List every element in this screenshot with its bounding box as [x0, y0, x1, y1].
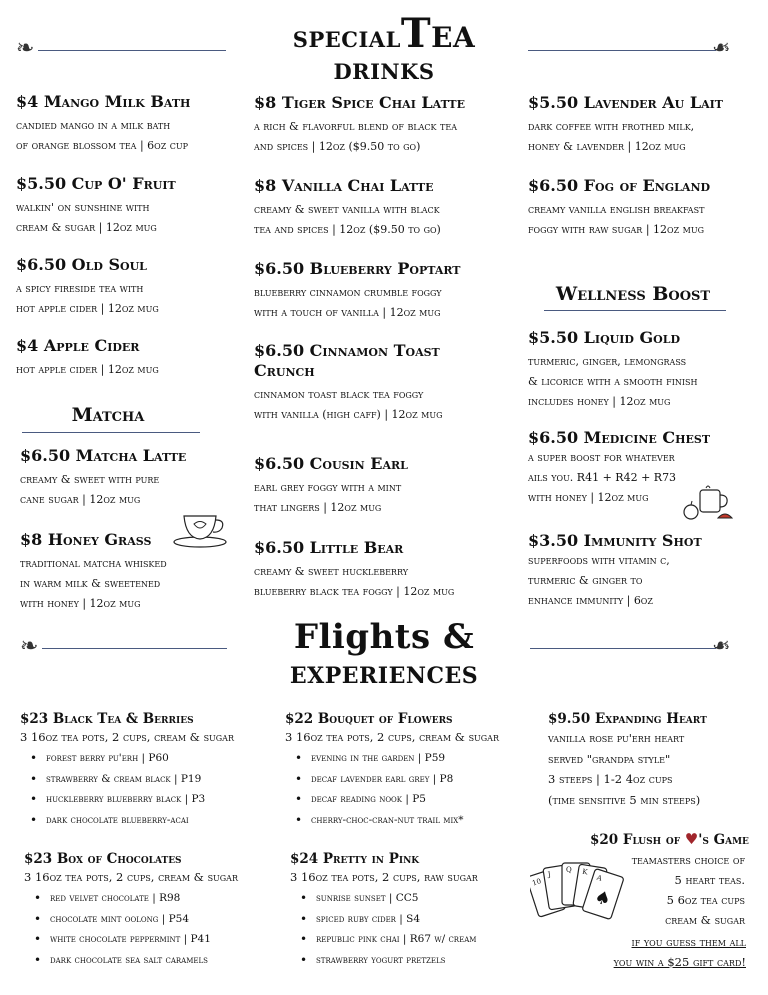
flight-card [24, 850, 284, 970]
menu-item [254, 93, 524, 176]
flights-title-line2: experiences [289, 653, 479, 691]
item-desc: earl grey foggy with a mint [254, 481, 402, 494]
item-name: $8 Tiger Spice Chai Latte [254, 93, 465, 112]
prize-line: if you guess them all [631, 935, 746, 949]
item-desc: candied mango in a milk bath [16, 119, 171, 132]
list-item: • decaf reading nook | P5 [285, 789, 545, 810]
column-1 [16, 92, 241, 380]
item-desc: a super boost for whatever [528, 451, 675, 464]
menu-item [254, 454, 524, 538]
item-desc: and spices | 12oz ($9.50 to go) [254, 140, 421, 153]
flight-line: (time sensitive 5 min steeps) [548, 792, 701, 807]
wellness-section [528, 328, 760, 611]
item-desc: a spicy fireside tea with [16, 282, 144, 295]
game-line: 5 heart teas. [674, 873, 745, 887]
game-line: teamasters choice of [631, 853, 745, 867]
flight-sub: 3 16oz tea pots, 2 cups, cream & sugar [24, 870, 238, 884]
game-title-b: 's Game [698, 832, 749, 848]
menu-item [528, 531, 760, 611]
flight-name: $22 Bouquet of Flowers [285, 711, 453, 727]
section-heading-wellness: Wellness Boost [555, 283, 711, 305]
item-desc: honey & lavender | 12oz mug [528, 140, 686, 153]
flight-name: $9.50 Expanding Heart [548, 711, 707, 727]
item-desc: includes honey | 12oz mug [528, 395, 671, 408]
item-desc: blueberry black tea foggy | 12oz mug [254, 585, 455, 598]
list-item: • republic pink chai | R67 w/ cream [290, 929, 540, 950]
menu-item [16, 92, 241, 174]
page-title [230, 10, 538, 87]
menu-item [528, 328, 760, 428]
item-name: $5.50 Liquid Gold [528, 328, 681, 347]
mug-with-fruit-icon [680, 484, 736, 524]
flight-line: served "grandpa style" [548, 751, 671, 766]
item-desc: dark coffee with frothed milk, [528, 120, 695, 133]
item-desc: tea and spices | 12oz ($9.50 to go) [254, 223, 441, 236]
item-desc: walkin' on sunshine with [16, 201, 150, 214]
item-desc: that lingers | 12oz mug [254, 501, 382, 514]
item-desc: turmeric & ginger to [528, 574, 643, 587]
item-desc: creamy & sweet vanilla with black [254, 203, 440, 216]
heart-icon: ♥ [684, 830, 699, 848]
game-line: cream & sugar [665, 913, 745, 927]
item-desc: foggy with raw sugar | 12oz mug [528, 223, 704, 236]
item-desc: with honey | 12oz mug [528, 491, 649, 504]
flight-line: vanilla rose pu'erh heart [548, 731, 685, 745]
item-desc: hot apple cider | 12oz mug [16, 302, 159, 315]
item-desc: creamy & sweet with pure [20, 473, 160, 486]
item-desc: blueberry cinnamon crumble foggy [254, 286, 442, 299]
item-desc: of orange blossom tea | 6oz cup [16, 139, 189, 152]
item-desc: ails you. R41 + R42 + R73 [528, 471, 677, 484]
divider [38, 50, 226, 51]
divider [544, 310, 726, 311]
flight-name: $24 Pretty in Pink [290, 851, 420, 867]
list-item: • huckleberry blueberry black | P3 [20, 789, 280, 810]
list-item: • evening in the garden | P59 [285, 748, 545, 769]
list-item: • forest berry pu'erh | P60 [20, 748, 280, 769]
item-name: $6.50 Medicine Chest [528, 428, 711, 447]
flight-sub: 3 16oz tea pots, 2 cups, raw sugar [290, 870, 478, 884]
item-desc: with a touch of vanilla | 12oz mug [254, 306, 441, 319]
item-desc: cane sugar | 12oz mug [20, 493, 141, 506]
flights-title-line1: Flights & [293, 617, 475, 657]
flourish-left-icon: ❧ [20, 634, 39, 659]
item-desc: creamy vanilla english breakfast [528, 203, 705, 216]
playing-cards-icon [530, 858, 626, 950]
list-item: • chocolate mint oolong | P54 [24, 909, 284, 930]
list-item: • strawberry yogurt pretzels [290, 950, 540, 971]
menu-item [254, 259, 524, 341]
item-name: $6.50 Fog of England [528, 176, 711, 195]
game-line: 5 6oz tea cups [666, 893, 745, 907]
flight-name: $23 Black Tea & Berries [20, 711, 194, 727]
list-item: • decaf lavender earl grey | P8 [285, 769, 545, 790]
menu-item [254, 176, 524, 259]
item-desc: hot apple cider | 12oz mug [16, 363, 159, 376]
item-name: $5.50 Lavender Au Lait [528, 93, 723, 112]
item-desc: in warm milk & sweetened [20, 577, 161, 590]
list-item: • sunrise sunset | CC5 [290, 888, 540, 909]
item-name: $5.50 Cup O' Fruit [16, 174, 176, 193]
item-name: $4 Mango Milk Bath [16, 92, 191, 111]
item-desc: creamy & sweet huckleberry [254, 565, 409, 578]
item-desc: with honey | 12oz mug [20, 597, 141, 610]
menu-item [528, 93, 760, 176]
item-name: $3.50 Immunity Shot [528, 531, 702, 550]
card-label: 10 [531, 877, 543, 888]
list-item: • cherry-choc-cran-nut trail mix* [285, 810, 545, 831]
item-name: $6.50 Little Bear [254, 538, 404, 557]
game-title-a: $20 Flush of [590, 832, 685, 848]
list-item: • dark chocolate sea salt caramels [24, 950, 284, 971]
flourish-right-icon: ❧ [712, 634, 731, 659]
game-title [590, 830, 749, 849]
menu-item [16, 174, 241, 255]
flights-title [230, 617, 538, 691]
item-name: $8 Vanilla Chai Latte [254, 176, 434, 195]
teacup-icon [172, 508, 228, 548]
item-desc: superfoods with vitamin c, [528, 554, 670, 567]
card-label: Q [566, 866, 572, 874]
item-name: $6.50 Matcha Latte [20, 446, 187, 465]
item-name: $6.50 Cinnamon Toast [254, 341, 440, 360]
item-desc: a rich & flavorful blend of black tea [254, 120, 457, 133]
flight-card [20, 710, 280, 830]
title-drinks: drinks [333, 52, 435, 87]
spade-icon: ♠ [591, 886, 614, 912]
item-desc: cream & sugar | 12oz mug [16, 221, 157, 234]
item-desc: traditional matcha whisked [20, 557, 167, 570]
item-name: $8 Honey Grass [20, 530, 152, 549]
list-item: • dark chocolate blueberry-acai [20, 810, 280, 831]
card-label: A [595, 873, 603, 883]
list-item: • red velvet chocolate | R98 [24, 888, 284, 909]
flight-sub: 3 16oz tea pots, 2 cups, cream & sugar [285, 730, 499, 744]
item-desc: & licorice with a smooth finish [528, 375, 698, 388]
item-desc: with vanilla (high caff) | 12oz mug [254, 408, 443, 421]
divider [42, 648, 227, 649]
item-name: Crunch [254, 361, 315, 380]
list-item: • white chocolate peppermint | P41 [24, 929, 284, 950]
menu-item [528, 176, 760, 240]
flight-card [285, 710, 545, 830]
item-name: $6.50 Blueberry Poptart [254, 259, 461, 278]
item-desc: cinnamon toast black tea foggy [254, 388, 424, 401]
list-item: • spiced ruby cider | S4 [290, 909, 540, 930]
divider [530, 648, 716, 649]
flourish-left-icon: ❧ [16, 36, 35, 61]
flourish-right-icon: ❧ [712, 36, 731, 61]
column-3 [528, 93, 760, 240]
menu-item [16, 255, 241, 336]
flight-line: 3 steeps | 1-2 4oz cups [548, 772, 673, 786]
divider [528, 50, 716, 51]
item-name: $4 Apple Cider [16, 336, 140, 355]
title-special: special [292, 20, 401, 55]
column-2 [254, 93, 524, 602]
menu-item [254, 538, 524, 602]
section-heading-matcha: Matcha [71, 404, 145, 426]
item-desc: turmeric, ginger, lemongrass [528, 355, 687, 368]
flight-name: $23 Box of Chocolates [24, 851, 182, 867]
item-name: $6.50 Old Soul [16, 255, 147, 274]
flight-card [290, 850, 543, 970]
flight-sub: 3 16oz tea pots, 2 cups, cream & sugar [20, 730, 234, 744]
divider [22, 432, 200, 433]
card-label: K [581, 867, 589, 877]
flight-card [548, 710, 763, 810]
card-label: J [547, 870, 552, 879]
menu-item [16, 336, 241, 380]
list-item: • strawberry & cream black | P19 [20, 769, 280, 790]
title-tea: Tea [400, 10, 476, 57]
item-desc: enhance immunity | 6oz [528, 594, 653, 607]
item-name: $6.50 Cousin Earl [254, 454, 408, 473]
prize-line: you win a $25 gift card! [613, 955, 746, 969]
menu-item [254, 341, 524, 454]
